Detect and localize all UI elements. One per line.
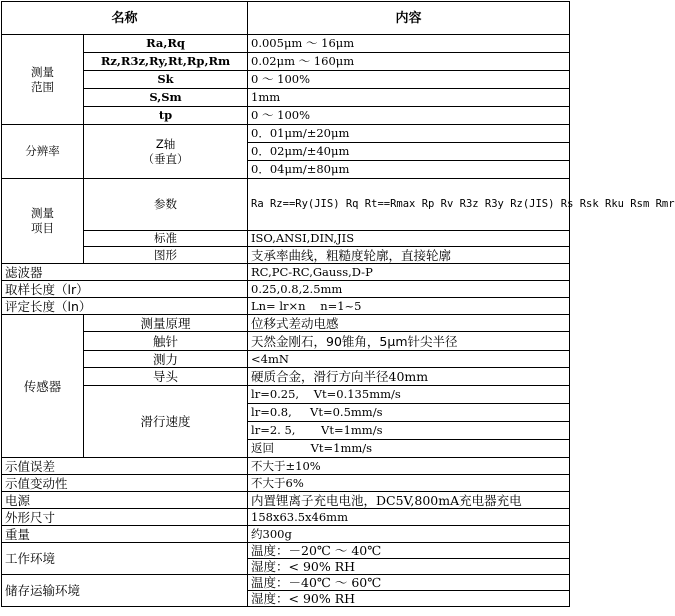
header-name: 名称 — [2, 2, 248, 35]
variation-value: 不大于6% — [248, 475, 570, 492]
table-row — [2, 526, 570, 543]
spec-table — [1, 1, 675, 607]
graph-value: 支承率曲线，粗糙度轮廓，直接轮廓 — [248, 247, 570, 264]
stylus-label: 触针 — [84, 332, 248, 351]
table-row — [2, 332, 570, 351]
table-row — [2, 53, 570, 71]
table-row — [2, 264, 570, 281]
error-label: 示值误差 — [2, 458, 248, 475]
speed-value: lr=0.8, Vt=0.5mm/s — [248, 404, 570, 422]
resolution-axis: Z轴 （垂直） — [84, 125, 248, 179]
eval-length-value: Ln= lr×n n=1~5 — [248, 298, 570, 315]
table-row — [2, 458, 570, 475]
table-row — [2, 281, 570, 298]
range-name: Rz,R3z,Ry,Rt,Rp,Rm — [84, 53, 248, 71]
sample-length-value: 0.25,0.8,2.5mm — [248, 281, 570, 298]
table-row — [2, 125, 570, 143]
table-row — [2, 107, 570, 125]
speed-value: 返回 Vt=1mm/s — [248, 440, 570, 458]
range-name: tp — [84, 107, 248, 125]
stylus-value: 天然金刚石，90锥角，5μm针尖半径 — [248, 332, 570, 351]
header-row — [2, 2, 570, 35]
table-row — [2, 231, 570, 247]
weight-label: 重量 — [2, 526, 248, 543]
power-label: 电源 — [2, 492, 248, 509]
filter-value: RC,PC-RC,Gauss,D-P — [248, 264, 570, 281]
params-label: 参数 — [84, 179, 248, 231]
storage-env-label: 储存运输环境 — [2, 575, 248, 607]
table-row — [2, 543, 570, 559]
principle-value: 位移式差动电感 — [248, 315, 570, 332]
work-env-humidity: 湿度：< 90% RH — [248, 559, 570, 575]
table-row — [2, 475, 570, 492]
standard-value: ISO,ANSI,DIN,JIS — [248, 231, 570, 247]
range-value: 1mm — [248, 89, 570, 107]
sample-length-label: 取样长度（lr） — [2, 281, 248, 298]
weight-value: 约300g — [248, 526, 570, 543]
range-value: 0 ～ 100% — [248, 107, 570, 125]
principle-label: 测量原理 — [84, 315, 248, 332]
force-value: <4mN — [248, 351, 570, 368]
header-content: 内容 — [248, 2, 570, 35]
table-row — [2, 351, 570, 368]
speed-value: lr=2. 5, Vt=1mm/s — [248, 422, 570, 440]
guide-label: 导头 — [84, 368, 248, 386]
work-env-temp: 温度：－20℃ ～ 40℃ — [248, 543, 570, 559]
table-row — [2, 179, 570, 231]
items-label: 测量 项目 — [2, 179, 84, 264]
eval-length-label: 评定长度（ln） — [2, 298, 248, 315]
guide-value: 硬质合金，滑行方向半径40mm — [248, 368, 570, 386]
speed-label: 滑行速度 — [84, 386, 248, 458]
graph-label: 图形 — [84, 247, 248, 264]
size-value: 158x63.5x46mm — [248, 509, 570, 526]
sensor-label: 传感器 — [2, 315, 84, 458]
range-value: 0.02μm ～ 160μm — [248, 53, 570, 71]
work-env-label: 工作环境 — [2, 543, 248, 575]
resolution-value: 0．01μm/±20μm — [248, 125, 570, 143]
range-name: Ra,Rq — [84, 35, 248, 53]
table-row — [2, 386, 570, 404]
range-value: 0.005μm ～ 16μm — [248, 35, 570, 53]
storage-env-temp: 温度：－40℃ ～ 60℃ — [248, 575, 570, 591]
range-label: 测量 范围 — [2, 35, 84, 125]
table-row — [2, 89, 570, 107]
size-label: 外形尺寸 — [2, 509, 248, 526]
storage-env-humidity: 湿度：< 90% RH — [248, 591, 570, 607]
force-label: 测力 — [84, 351, 248, 368]
table-row — [2, 315, 570, 332]
table-row — [2, 71, 570, 89]
table-row — [2, 298, 570, 315]
table-row — [2, 35, 570, 53]
resolution-label: 分辨率 — [2, 125, 84, 179]
power-value: 内置锂离子充电电池，DC5V,800mA充电器充电 — [248, 492, 570, 509]
resolution-value: 0．02μm/±40μm — [248, 143, 570, 161]
params-value: Ra Rz==Ry(JIS) Rq Rt==Rmax Rp Rv R3z R3y Rz(JIS) Rs Rsk Rku Rsm Rmr — [248, 179, 570, 231]
speed-value: lr=0.25, Vt=0.135mm/s — [248, 386, 570, 404]
table-row — [2, 575, 570, 591]
table-row — [2, 509, 570, 526]
range-name: S,Sm — [84, 89, 248, 107]
variation-label: 示值变动性 — [2, 475, 248, 492]
error-value: 不大于±10% — [248, 458, 570, 475]
resolution-value: 0．04μm/±80μm — [248, 161, 570, 179]
filter-label: 滤波器 — [2, 264, 248, 281]
standard-label: 标准 — [84, 231, 248, 247]
table-row — [2, 492, 570, 509]
table-row — [2, 247, 570, 264]
table-row — [2, 368, 570, 386]
range-value: 0 ～ 100% — [248, 71, 570, 89]
range-name: Sk — [84, 71, 248, 89]
